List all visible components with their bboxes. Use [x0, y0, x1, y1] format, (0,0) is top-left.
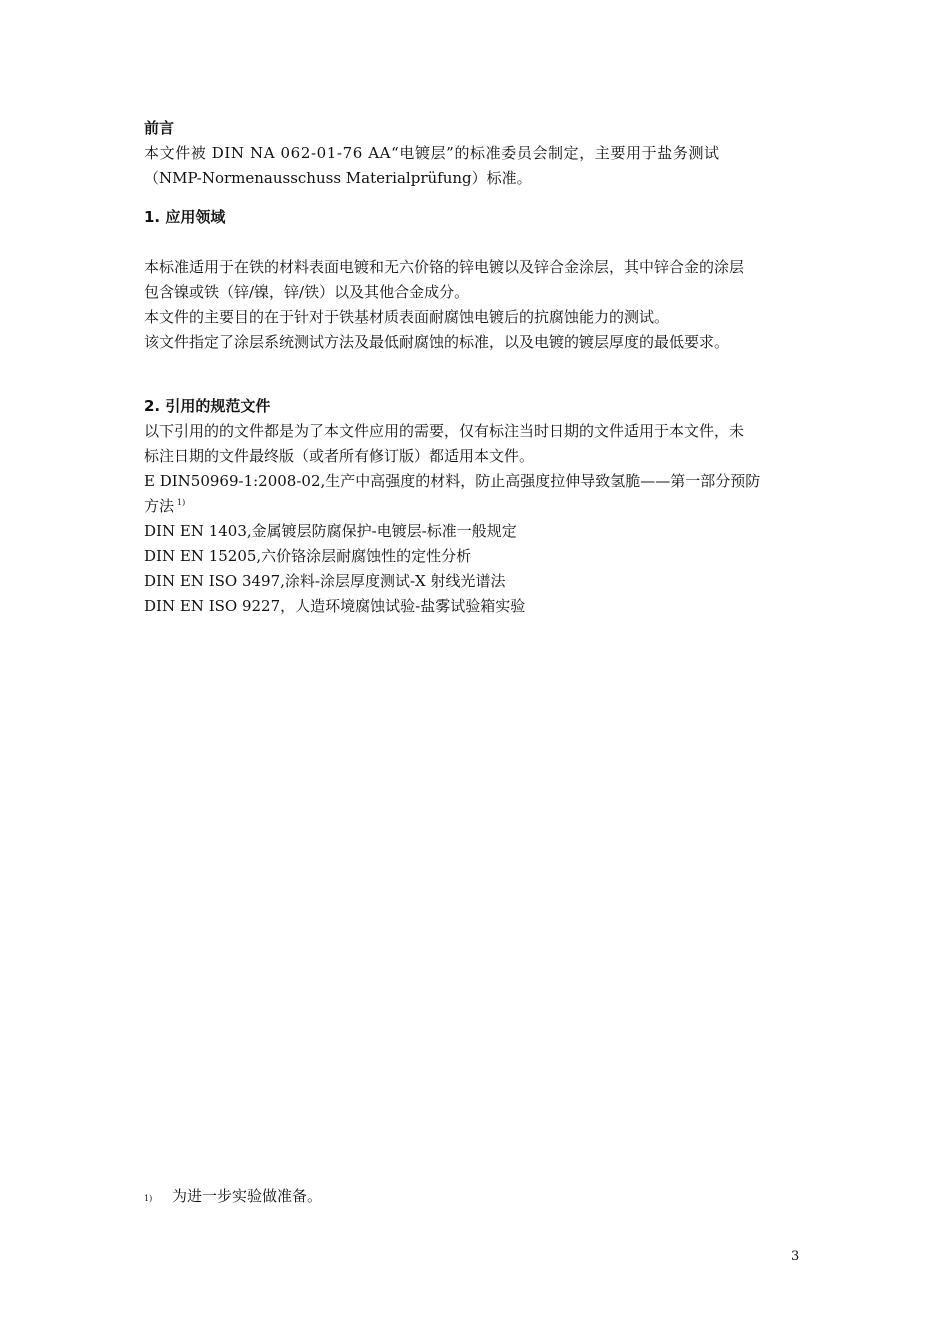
section-2-intro-line: 标注日期的文件最终版（或者所有修订版）都适用本文件。: [144, 447, 535, 465]
section-1-heading: 1. 应用领域: [144, 208, 226, 226]
footnote-text: 为进一步实验做准备。: [172, 1187, 323, 1205]
foreword-heading: 前言: [144, 119, 175, 137]
section-1-line: 该文件指定了涂层系统测试方法及最低耐腐蚀的标准，以及电镀的镀层厚度的最低要求。: [144, 333, 730, 351]
foreword-line: （NMP-Normenausschuss Materialprüfung）标准。: [144, 169, 532, 187]
page-content: [144, 116, 808, 619]
page-number: 3: [791, 1249, 800, 1264]
section-1-body: [144, 255, 808, 355]
footnote: 1) 为进一步实验做准备。: [144, 1184, 322, 1209]
section-1-line: 本标准适用于在铁的材料表面电镀和无六价铬的锌电镀以及锌合金涂层，其中锌合金的涂层: [144, 258, 745, 276]
section-2-intro-line: 以下引用的的文件都是为了本文件应用的需要，仅有标注当时日期的文件适用于本文件，未: [144, 422, 745, 440]
footnote-reference[interactable]: 1): [177, 498, 186, 507]
reference-item-text: 方法: [144, 497, 175, 515]
section-1-line: 包含镍或铁（锌/镍，锌/铁）以及其他合金成分。: [144, 283, 470, 301]
foreword-line: 本文件被 DIN NA 062-01-76 AA“电镀层”的标准委员会制定，主要用于盐务测试: [144, 144, 720, 162]
reference-item: DIN EN ISO 9227，人造环境腐蚀试验-盐雾试验箱实验: [144, 597, 526, 615]
reference-item: DIN EN ISO 3497,涂料-涂层厚度测试-X 射线光谱法: [144, 572, 506, 590]
reference-item-continuation: [144, 494, 808, 519]
reference-item: DIN EN 15205,六价铬涂层耐腐蚀性的定性分析: [144, 547, 472, 565]
section-2-heading: 2. 引用的规范文件: [144, 397, 271, 415]
reference-item: E DIN50969-1:2008-02,生产中高强度的材料，防止高强度拉伸导致氢脆——第一部分预防: [144, 472, 761, 490]
reference-item: DIN EN 1403,金属镀层防腐保护-电镀层-标准一般规定: [144, 522, 517, 540]
section-1-line: 本文件的主要目的在于针对于铁基材质表面耐腐蚀电镀后的抗腐蚀能力的测试。: [144, 308, 670, 326]
